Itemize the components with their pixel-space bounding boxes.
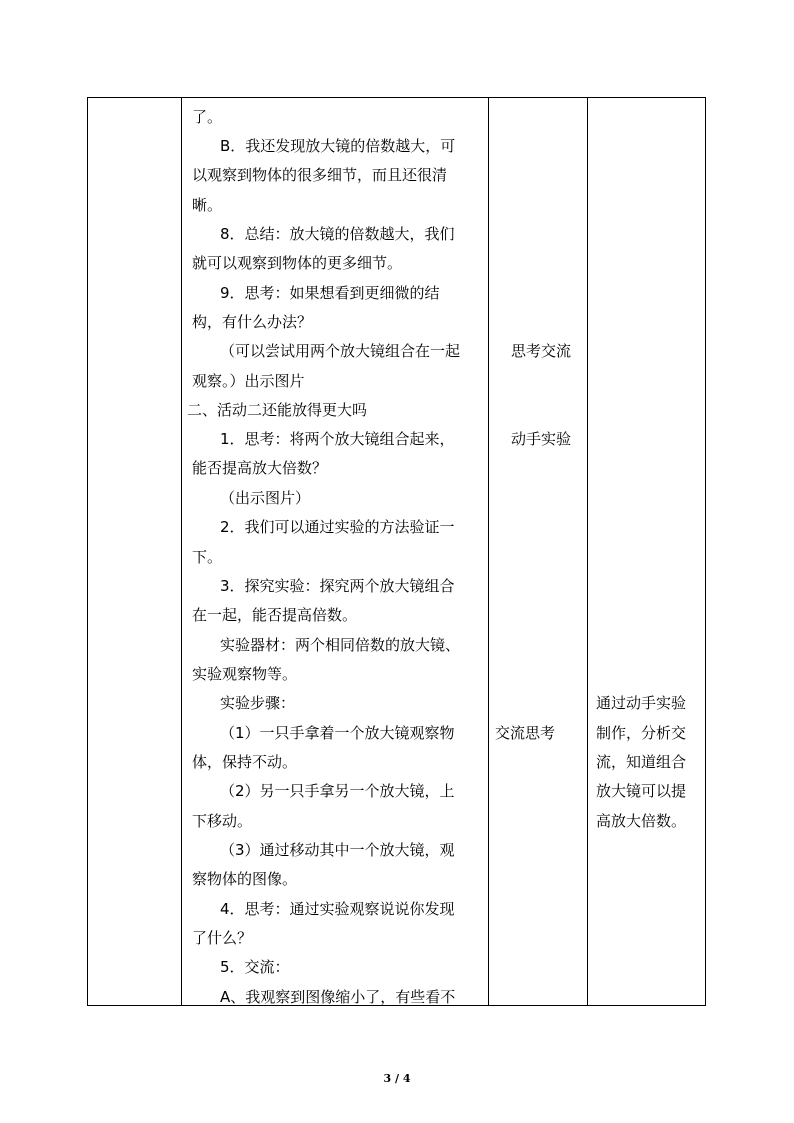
- section-heading: 二、活动二还能放得更大吗: [187, 401, 368, 419]
- content-line: 就可以观察到物体的更多细节。: [192, 254, 403, 272]
- content-line: 了。: [192, 108, 223, 126]
- lesson-plan-table: [87, 97, 706, 1006]
- content-line: 4．思考：通过实验观察说说你发现: [220, 900, 455, 918]
- content-line: B．我还发现放大镜的倍数越大，可: [220, 137, 456, 155]
- content-line: 实验观察物等。: [192, 665, 298, 683]
- content-line: （出示图片）: [220, 489, 311, 507]
- content-line: （2）另一只手拿另一个放大镜，上: [220, 782, 455, 800]
- intent-line: 流，知道组合: [596, 753, 687, 771]
- content-line: 5．交流：: [220, 958, 290, 976]
- intent-line: 通过动手实验: [596, 694, 687, 712]
- content-line: 下移动。: [192, 812, 253, 830]
- content-line: A、我观察到图像缩小了，有些看不: [220, 988, 456, 1005]
- stage-cell: [88, 98, 181, 1005]
- content-line: 实验器材：两个相同倍数的放大镜、: [220, 636, 461, 654]
- design-intent-cell: [588, 98, 705, 1005]
- content-line: 晰。: [192, 196, 223, 214]
- content-line: 2．我们可以通过实验的方法验证一: [220, 518, 455, 536]
- activity-label: 思考交流: [511, 342, 572, 360]
- content-line: 以观察到物体的很多细节，而且还很清: [192, 166, 448, 184]
- page-number: 3 / 4: [383, 1072, 411, 1085]
- content-line: （3）通过移动其中一个放大镜，观: [220, 841, 455, 859]
- content-line: 观察。）出示图片: [192, 372, 305, 390]
- content-line: 9．思考：如果想看到更细微的结: [220, 284, 440, 302]
- content-line: 下。: [192, 548, 223, 566]
- intent-line: 制作，分析交: [596, 724, 687, 742]
- content-line: （可以尝试用两个放大镜组合在一起: [220, 342, 461, 360]
- activity-label: 交流思考: [495, 724, 556, 742]
- content-line: 3．探究实验：探究两个放大镜组合: [220, 577, 455, 595]
- content-line: 实验步骤：: [220, 694, 296, 712]
- content-line: 了什么？: [192, 929, 253, 947]
- content-line: 8．总结：放大镜的倍数越大，我们: [220, 225, 455, 243]
- content-line: 能否提高放大倍数？: [192, 459, 328, 477]
- intent-line: 放大镜可以提: [596, 782, 687, 800]
- activity-label: 动手实验: [511, 430, 572, 448]
- content-line: 构，有什么办法？: [192, 313, 313, 331]
- intent-line: 高放大倍数。: [596, 812, 687, 830]
- teaching-content-cell: [182, 98, 488, 1005]
- content-line: 察物体的图像。: [192, 870, 298, 888]
- content-line: 体，保持不动。: [192, 753, 298, 771]
- content-line: （1）一只手拿着一个放大镜观察物: [220, 724, 455, 742]
- content-line: 在一起，能否提高倍数。: [192, 606, 358, 624]
- content-line: 1．思考：将两个放大镜组合起来，: [220, 430, 455, 448]
- student-activity-cell: [489, 98, 587, 1005]
